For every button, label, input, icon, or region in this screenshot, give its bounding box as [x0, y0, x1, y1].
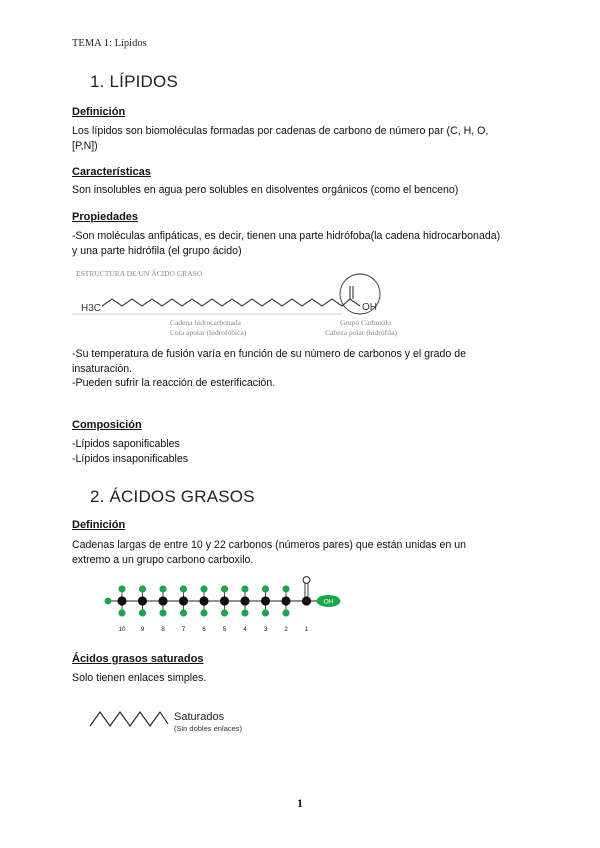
carbon-atom-carboxyl — [302, 596, 311, 605]
paragraph-propiedades-3: -Su temperatura de fusión varía en función de su número de carbonos y el grado de — [72, 348, 466, 360]
hydrogen-atom-bottom — [118, 609, 125, 616]
heading-definicion: Definición — [72, 106, 126, 118]
page-number: 1 — [297, 796, 303, 810]
section-title-acidos-grasos: 2. ÁCIDOS GRASOS — [90, 487, 255, 506]
carbon-number-label: 5 — [222, 626, 227, 633]
section-title-lipidos: 1. LÍPIDOS — [90, 72, 178, 91]
carbon-number-label: 9 — [140, 626, 145, 633]
chain-label-2: Cola apolar (hidrofóbica) — [170, 328, 247, 337]
oh-label: OH — [362, 302, 377, 313]
carbon-number-label: 3 — [263, 626, 268, 633]
carbon-number-label: 1 — [304, 626, 309, 633]
carbon-number-label: 4 — [243, 626, 247, 633]
heading-composicion: Composición — [72, 419, 142, 431]
saturated-figure — [88, 702, 288, 738]
carbon-atom — [158, 596, 167, 605]
hydrogen-atom-top — [139, 585, 146, 592]
hydrogen-atom-bottom — [241, 609, 248, 616]
carbon-atom — [179, 596, 188, 605]
fatty-acid-structure-diagram — [72, 266, 432, 342]
carbon-number-label: 8 — [161, 626, 165, 633]
carbon-atom — [281, 596, 290, 605]
carbon-atom — [261, 596, 270, 605]
hydroxyl-label: OH — [323, 598, 334, 606]
saturated-zigzag — [90, 712, 168, 726]
paragraph-caracteristicas: Son insolubles en agua pero solubles en disolventes orgánicos (como el benceno) — [72, 184, 459, 196]
paragraph-definicion-acidos-2: extremo a un grupo carbono carboxilo. — [72, 554, 254, 566]
hydrogen-atom-top — [221, 585, 228, 592]
hydrogen-atom-top — [282, 585, 289, 592]
paragraph-definicion-2: [P,N]) — [72, 140, 98, 152]
oxygen-atom — [303, 577, 310, 584]
fatty-acid-atom-figure — [100, 572, 360, 636]
carbon-atom — [199, 596, 208, 605]
paragraph-propiedades-4: insaturación. — [72, 363, 133, 375]
fatty-acid-atom-diagram — [100, 572, 360, 636]
chain-label-1: Cadena hidrocarbonada — [170, 318, 242, 327]
head-label-2: Cabeza polar (hidrófila) — [325, 328, 398, 337]
carboxyl-circle — [340, 274, 380, 314]
hydrogen-atom-bottom — [221, 609, 228, 616]
list-item-insaponificables: -Lípidos insaponificables — [72, 453, 189, 465]
page-header: TEMA 1: Lípidos — [72, 38, 147, 49]
carbon-number-label: 2 — [284, 626, 288, 633]
head-label-1: Grupo Carboxilo — [340, 318, 392, 327]
saturated-sublabel: (Sin dobles enlaces) — [174, 724, 242, 733]
hydrogen-atom-bottom — [282, 609, 289, 616]
hydrogen-atom-bottom — [180, 609, 187, 616]
carbon-atom — [220, 596, 229, 605]
hydrogen-atom-top — [180, 585, 187, 592]
carbon-atom — [240, 596, 249, 605]
heading-definicion-2: Definición — [72, 519, 126, 531]
heading-propiedades: Propiedades — [72, 211, 139, 223]
carbon-number-label: 10 — [118, 626, 126, 633]
hydrocarbon-chain — [102, 299, 350, 306]
hydrogen-atom-top — [118, 585, 125, 592]
paragraph-propiedades-2: y una parte hidrófila (el grupo ácido) — [72, 245, 242, 257]
hydrogen-atom-bottom — [200, 609, 207, 616]
carbon-number-label: 6 — [202, 626, 206, 633]
hydrogen-atom-top — [241, 585, 248, 592]
carbon-atom — [117, 596, 126, 605]
paragraph-definicion-acidos-1: Cadenas largas de entre 10 y 22 carbonos (números pares) que están unidas en un — [72, 539, 466, 551]
figure-title: ESTRUCTURA DE UN ÁCIDO GRASO — [76, 269, 203, 278]
heading-saturados: Ácidos grasos saturados — [72, 653, 204, 665]
heading-caracteristicas: Características — [72, 166, 151, 178]
list-item-saponificables: -Lípidos saponificables — [72, 438, 180, 450]
paragraph-propiedades-1: -Son moléculas anfipáticas, es decir, tienen una parte hidrófoba(la cadena hidrocarbonada) — [72, 230, 501, 242]
carbon-number-label: 7 — [181, 626, 186, 633]
hydrogen-atom-terminal — [105, 598, 112, 605]
paragraph-definicion-1: Los lípidos son biomoléculas formadas por cadenas de carbono de número par (C, H, O, — [72, 125, 489, 137]
fatty-acid-structure-figure — [72, 266, 432, 342]
carbon-atom — [138, 596, 147, 605]
hydrogen-atom-bottom — [139, 609, 146, 616]
hydrogen-atom-bottom — [159, 609, 166, 616]
saturated-label: Saturados — [174, 711, 225, 723]
hydrogen-atom-bottom — [262, 609, 269, 616]
paragraph-propiedades-5: -Pueden sufrir la reacción de esterificación. — [72, 377, 276, 389]
paragraph-saturados: Solo tienen enlaces simples. — [72, 672, 207, 684]
hydrogen-atom-top — [159, 585, 166, 592]
h3c-label: H3C — [81, 303, 102, 314]
hydrogen-atom-top — [200, 585, 207, 592]
saturated-zigzag-diagram — [88, 702, 288, 738]
hydrogen-atom-top — [262, 585, 269, 592]
